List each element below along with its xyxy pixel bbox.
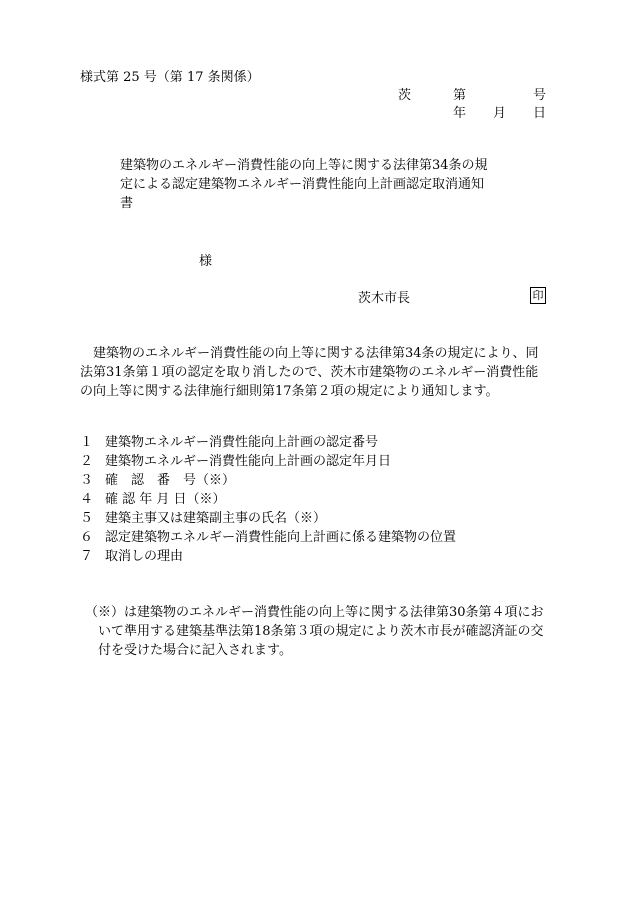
form-number: 様式第 25 号（第 17 条関係） — [80, 70, 260, 85]
item-number: ２ — [80, 454, 94, 469]
item-text: 建築主事又は建築副主事の氏名（※） — [105, 511, 327, 526]
addressee-suffix: 様 — [199, 254, 213, 269]
item-text: 建築物エネルギー消費性能向上計画の認定番号 — [105, 435, 379, 450]
date-hi: 日 — [533, 106, 547, 121]
ref-go: 号 — [533, 88, 547, 103]
item-number: １ — [80, 435, 94, 450]
item-text: 確 認 番 号（※） — [105, 473, 236, 488]
date-nen: 年 — [453, 106, 467, 121]
title-line: 定による認定建築物エネルギー消費性能向上計画認定取消通知 — [120, 177, 485, 192]
item-number: ４ — [80, 492, 94, 507]
ref-dai: 第 — [453, 88, 467, 103]
item-text: 認定建築物エネルギー消費性能向上計画に係る建築物の位置 — [105, 530, 457, 545]
title-line: 建築物のエネルギー消費性能の向上等に関する法律第34条の規 — [120, 158, 488, 173]
item-text: 取消しの理由 — [105, 549, 184, 564]
note-line: （※）は建築物のエネルギー消費性能の向上等に関する法律第30条第４項にお — [85, 605, 544, 620]
issuer-name: 茨木市長 — [358, 291, 411, 306]
note-line: 付を受けた場合に記入されます。 — [98, 643, 292, 658]
date-tsuki: 月 — [493, 106, 507, 121]
ref-prefix: 茨 — [398, 88, 412, 103]
body-line: 法第31条第１項の認定を取り消したので、茨木市建築物のエネルギー消費性能 — [80, 365, 539, 380]
body-line: の向上等に関する法律施行細則第17条第２項の規定により通知します。 — [80, 384, 499, 399]
item-text: 建築物エネルギー消費性能向上計画の認定年月日 — [105, 454, 392, 469]
note-line: いて準用する建築基準法第18条第３項の規定により茨木市長が確認済証の交 — [98, 624, 544, 639]
title-line: 書 — [120, 196, 134, 211]
item-number: ６ — [80, 530, 94, 545]
item-number: ３ — [80, 473, 94, 488]
body-line: 建築物のエネルギー消費性能の向上等に関する法律第34条の規定により、同 — [80, 346, 539, 361]
seal-box: 印 — [530, 287, 546, 304]
item-number: ７ — [80, 549, 94, 564]
item-number: ５ — [80, 511, 94, 526]
item-text: 確 認 年 月 日（※） — [105, 492, 226, 507]
